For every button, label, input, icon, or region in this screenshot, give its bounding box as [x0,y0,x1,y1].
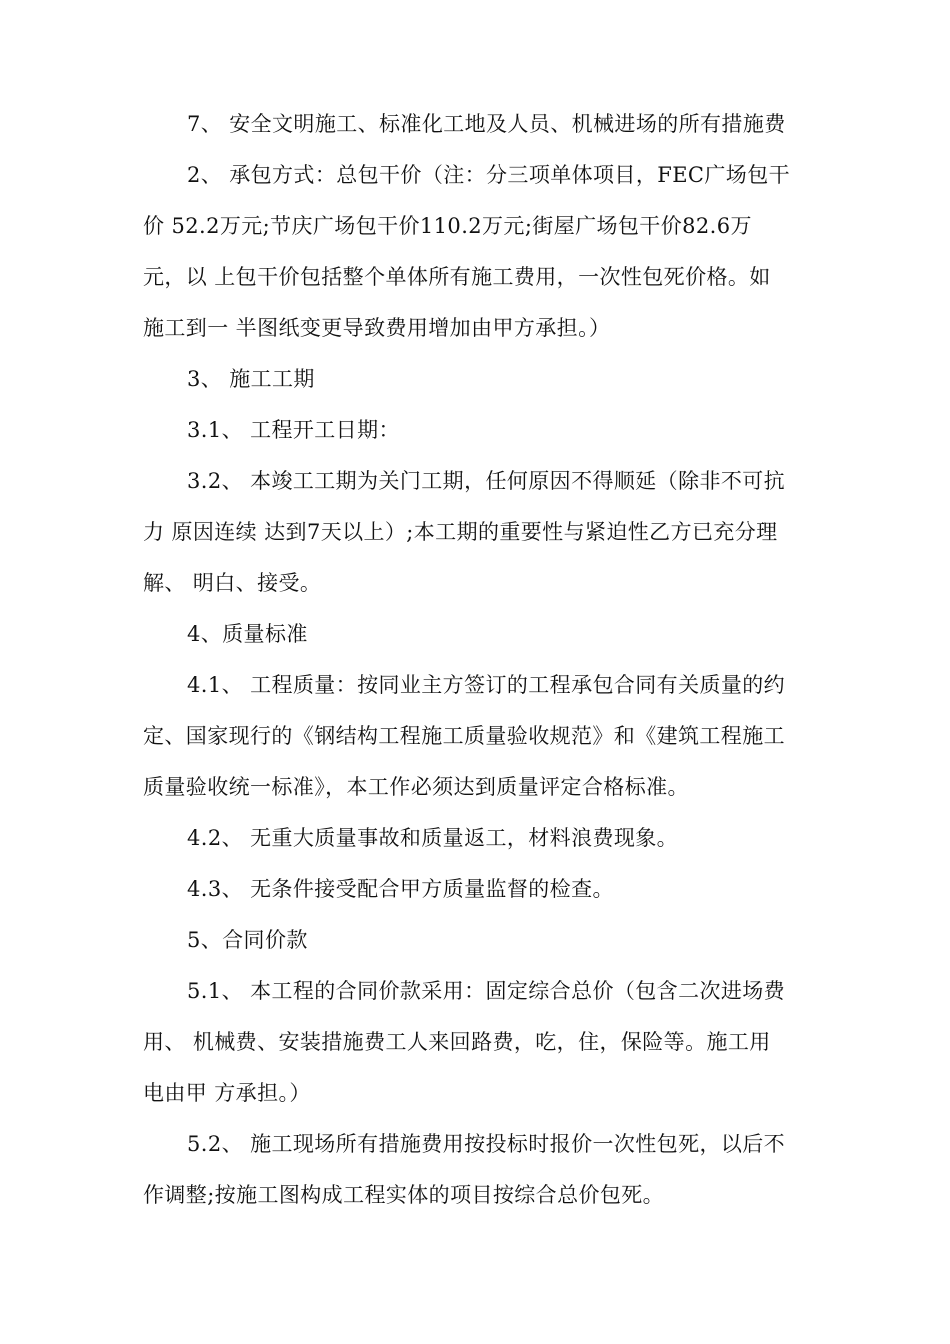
section-2-line-2: 价 52.2万元;节庆广场包干价110.2万元;街屋广场包干价82.6万 [143,214,752,238]
section-3-heading: 3、 施工工期 [187,367,315,391]
section-4-2-line: 4.2、 无重大质量事故和质量返工，材料浪费现象。 [187,826,679,850]
section-5-2-line-1: 5.2、 施工现场所有措施费用按投标时报价一次性包死，以后不 [187,1132,786,1156]
section-4-1-line-3: 质量验收统一标准》，本工作必须达到质量评定合格标准。 [143,775,689,799]
section-2-line-4: 施工到一 半图纸变更导致费用增加由甲方承担。） [143,316,611,340]
section-4-1-line-2: 定、国家现行的《钢结构工程施工质量验收规范》和《建筑工程施工 [143,724,785,748]
section-3-2-line-3: 解、 明白、接受。 [143,571,322,595]
section-3-2-line-1: 3.2、 本竣工工期为关门工期，任何原因不得顺延（除非不可抗 [187,469,786,493]
section-5-1-line-2: 用、 机械费、安装措施费工人来回路费，吃，住，保险等。施工用 [143,1030,771,1054]
section-5-2-line-2: 作调整;按施工图构成工程实体的项目按综合总价包死。 [143,1183,665,1207]
section-2-line-3: 元，以 上包干价包括整个单体所有施工费用，一次性包死价格。如 [143,265,771,289]
section-5-heading: 5、合同价款 [187,928,308,952]
section-4-3-line: 4.3、 无条件接受配合甲方质量监督的检查。 [187,877,614,901]
section-3-1-line: 3.1、 工程开工日期： [187,418,400,442]
section-4-heading: 4、质量标准 [187,622,308,646]
section-3-2-line-2: 力 原因连续 达到7天以上）;本工期的重要性与紧迫性乙方已充分理 [143,520,778,544]
section-2-line-1: 2、 承包方式：总包干价（注：分三项单体项目，FEC广场包干 [187,163,791,187]
section-4-1-line-1: 4.1、 工程质量：按同业主方签订的工程承包合同有关质量的约 [187,673,786,697]
item-7-line: 7、 安全文明施工、标准化工地及人员、机械进场的所有措施费 [187,112,786,136]
section-5-1-line-1: 5.1、 本工程的合同价款采用：固定综合总价（包含二次进场费 [187,979,786,1003]
section-5-1-line-3: 电由甲 方承担。） [143,1081,311,1105]
